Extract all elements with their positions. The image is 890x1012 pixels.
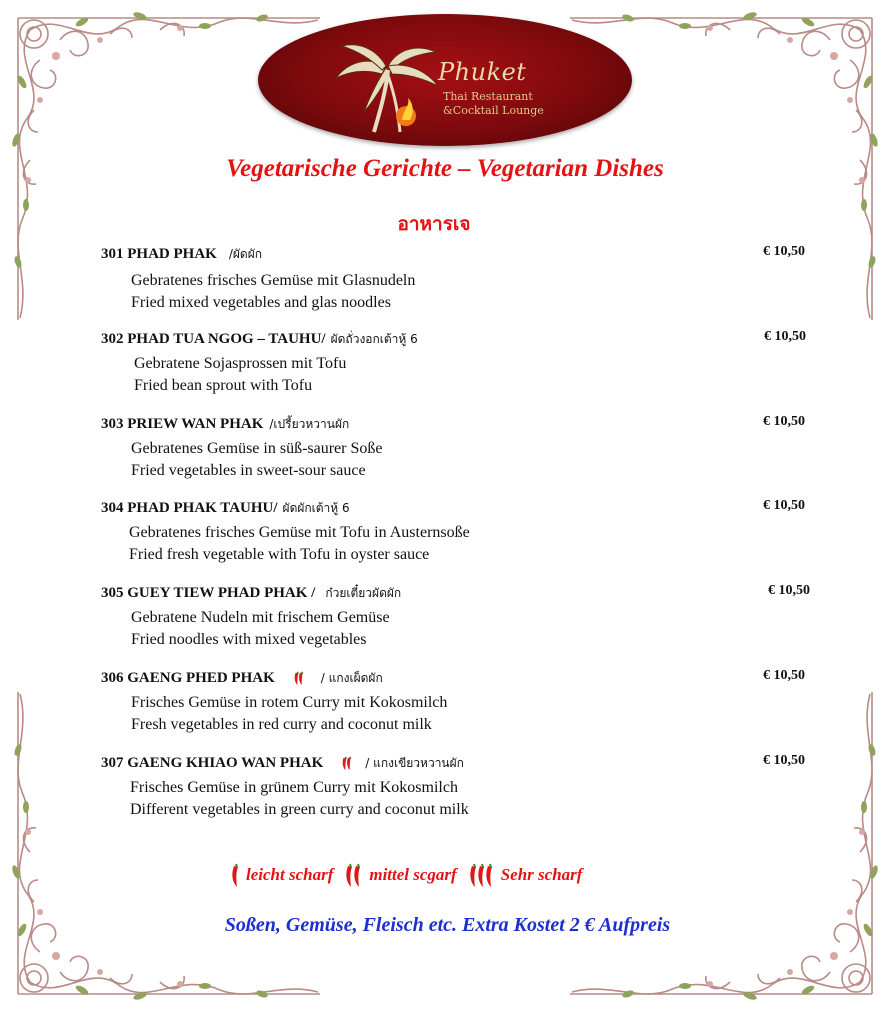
extra-charge-note: Soßen, Gemüse, Fleisch etc. Extra Kostet 2 € Aufpreis: [224, 914, 671, 936]
dish-description-en: Fresh vegetables in red curry and coconut milk: [131, 716, 432, 733]
dish-price: € 10,50: [764, 329, 806, 344]
dish-name: 304 PHAD PHAK TAUHU/: [101, 499, 278, 516]
dish-name: 301 PHAD PHAK: [101, 245, 217, 262]
palm-tree-icon: [328, 36, 448, 136]
dish-description-de: Gebratenes Gemüse in süß-saurer Soße: [131, 440, 383, 457]
dish-description-de: Frisches Gemüse in grünem Curry mit Kokosmilch: [130, 779, 458, 796]
dish-thai-name: ผัดถั่วงอกเต้าหู้ 6: [330, 331, 418, 346]
dish-price: € 10,50: [763, 753, 805, 768]
dish-price: € 10,50: [763, 668, 805, 683]
menu-item-307: [101, 753, 821, 821]
menu-item-305: [101, 583, 821, 651]
menu-item-302: [101, 329, 821, 397]
chili-icon-mild: [230, 862, 242, 888]
dish-description-en: Fried vegetables in sweet-sour sauce: [131, 462, 366, 479]
dish-name: 306 GAENG PHED PHAK: [101, 669, 275, 686]
dish-description-en: Fried noodles with mixed vegetables: [131, 631, 367, 648]
thai-subtitle: อาหารเจ: [397, 213, 471, 235]
menu-item-303: [101, 414, 821, 482]
dish-thai-name: /เปรี้ยวหวานผัก: [269, 416, 350, 431]
dish-description-de: Gebratenes frisches Gemüse mit Glasnudeln: [131, 272, 416, 289]
dish-price: € 10,50: [763, 414, 805, 429]
dish-thai-name: ผัดผักเต้าหู้ 6: [282, 500, 350, 515]
dish-thai-name: ก๋วยเตี๋ยวผัดผัก: [325, 585, 402, 600]
dish-description-de: Gebratene Nudeln mit frischem Gemüse: [131, 609, 390, 626]
logo-name: Phuket: [438, 58, 527, 86]
dish-name: 303 PRIEW WAN PHAK: [101, 415, 264, 432]
chili-icon-hot: [469, 862, 497, 888]
chili-icon-medium: [341, 755, 355, 771]
dish-name: 302 PHAD TUA NGOG – TAUHU/: [101, 330, 326, 347]
menu-item-301: [101, 244, 821, 314]
dish-description-de: Frisches Gemüse in rotem Curry mit Kokosmilch: [131, 694, 448, 711]
restaurant-logo: [258, 14, 632, 146]
page-title: Vegetarische Gerichte – Vegetarian Dishes: [226, 155, 664, 182]
legend-medium-label: mittel scgarf: [369, 865, 457, 884]
dish-description-en: Fried fresh vegetable with Tofu in oyster sauce: [129, 546, 430, 563]
chili-icon-medium: [293, 670, 307, 686]
dish-thai-name: /ผัดผัก: [228, 246, 262, 261]
chili-icon-medium: [345, 862, 365, 888]
dish-description-en: Different vegetables in green curry and coconut milk: [130, 801, 469, 818]
dish-thai-name: / แกงเขียวหวานผัก: [365, 755, 464, 770]
logo-subtitle-2: &Cocktail Lounge: [443, 104, 544, 117]
logo-subtitle-1: Thai Restaurant: [443, 90, 533, 103]
dish-name: 307 GAENG KHIAO WAN PHAK: [101, 754, 324, 771]
dish-price: € 10,50: [763, 244, 805, 259]
legend-mild-label: leicht scharf: [246, 865, 334, 884]
menu-item-304: [101, 498, 821, 566]
dish-description-de: Gebratene Sojasprossen mit Tofu: [134, 355, 347, 372]
dish-name: 305 GUEY TIEW PHAD PHAK /: [101, 584, 316, 601]
dish-price: € 10,50: [768, 583, 810, 598]
dish-description-en: Fried bean sprout with Tofu: [134, 377, 313, 394]
spiciness-legend: [230, 860, 594, 890]
menu-item-306: [101, 668, 821, 736]
legend-hot-label: Sehr scharf: [500, 865, 583, 884]
dish-description-de: Gebratenes frisches Gemüse mit Tofu in Austernsoße: [129, 524, 470, 541]
dish-price: € 10,50: [763, 498, 805, 513]
dish-thai-name: / แกงเผ็ดผัก: [320, 670, 383, 685]
dish-description-en: Fried mixed vegetables and glas noodles: [131, 294, 391, 311]
